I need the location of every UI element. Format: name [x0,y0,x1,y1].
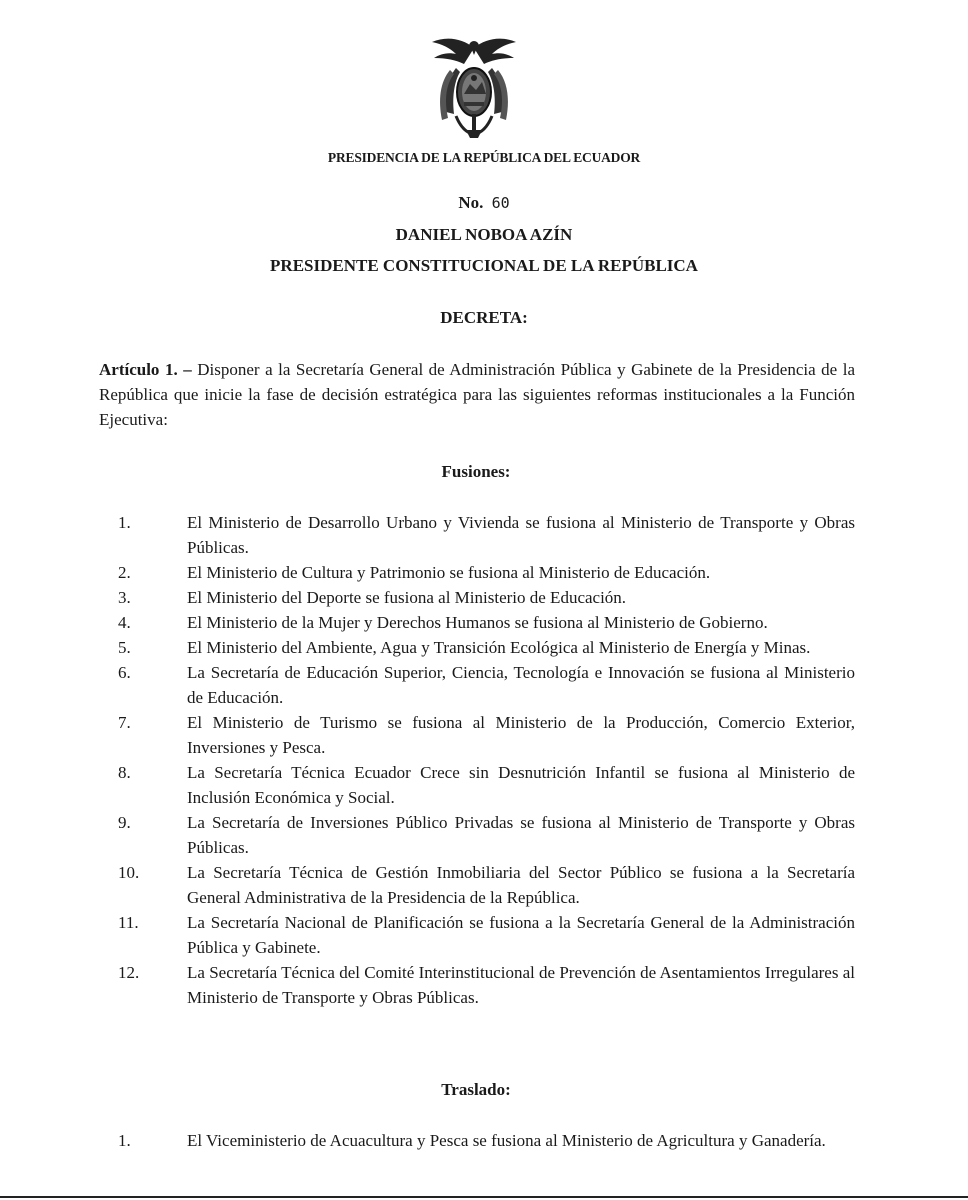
list-item-number: 11. [118,913,139,932]
list-item [0,960,968,1010]
decree-number [0,193,968,213]
list-item-text: El Ministerio de Turismo se fusiona al Ministerio de la Producción, Comercio Exterior, Inversiones y Pesca. [187,713,855,757]
ecuador-coat-of-arms-icon [426,28,522,146]
list-item-number: 8. [118,763,131,782]
list-item-number: 5. [118,638,131,657]
list-item-number: 4. [118,613,131,632]
traslado-list [0,1128,968,1153]
list-item [0,910,968,960]
list-item-text: La Secretaría Técnica Ecuador Crece sin Desnutrición Infantil se fusiona al Ministerio de Inclusión Económica y Social. [187,763,855,807]
list-item [0,560,968,585]
list-item-text: La Secretaría Técnica del Comité Interinstitucional de Prevención de Asentamientos Irregulares al Ministerio de Transporte y Obras Públicas. [187,963,855,1007]
list-item-text: El Ministerio de la Mujer y Derechos Humanos se fusiona al Ministerio de Gobierno. [187,613,768,632]
list-item [0,1128,968,1153]
list-item [0,635,968,660]
traslado-heading: Traslado: [441,1080,511,1099]
list-item-text: La Secretaría Técnica de Gestión Inmobiliaria del Sector Público se fusiona a la Secretaría General Administrativa de la Presidencia de la República. [187,863,855,907]
list-item-text: El Ministerio de Cultura y Patrimonio se fusiona al Ministerio de Educación. [187,563,711,582]
list-item [0,610,968,635]
list-item [0,710,968,760]
list-item-number: 3. [118,588,131,607]
institution-header: PRESIDENCIA DE LA REPÚBLICA DEL ECUADOR [327,150,641,165]
list-item [0,860,968,910]
article-1-text: Disponer a la Secretaría General de Administración Pública y Gabinete de la Presidencia de la República que inicie la fase de decisión estratégica para las siguientes reformas institucionales a la Función Ejecutiva: [99,360,856,429]
list-item-number: 10. [118,863,140,882]
list-item-number: 7. [118,713,131,732]
list-item-number: 9. [118,813,131,832]
decree-number-value: 60 [491,194,510,212]
decree-number-label: No. [458,193,484,212]
decree-keyword: DECRETA: [440,308,528,327]
fusiones-list [0,510,968,1010]
list-item-number: 1. [118,513,131,532]
article-1-label: Artículo 1. – [99,360,192,379]
list-item [0,660,968,710]
list-item-number: 12. [118,963,140,982]
article-1 [99,357,855,432]
list-item [0,585,968,610]
president-title: PRESIDENTE CONSTITUCIONAL DE LA REPÚBLICA [270,256,698,275]
list-item-text: El Ministerio del Deporte se fusiona al Ministerio de Educación. [187,588,627,607]
list-item [0,510,968,560]
list-item-text: La Secretaría de Educación Superior, Ciencia, Tecnología e Innovación se fusiona al Ministerio de Educación. [187,663,855,707]
president-name: DANIEL NOBOA AZÍN [395,225,573,244]
fusiones-heading: Fusiones: [441,462,511,481]
list-item [0,810,968,860]
list-item-text: La Secretaría Nacional de Planificación se fusiona a la Secretaría General de la Administración Pública y Gabinete. [187,913,855,957]
list-item-number: 6. [118,663,131,682]
list-item-text: El Ministerio del Ambiente, Agua y Transición Ecológica al Ministerio de Energía y Minas. [187,638,811,657]
list-item-text: El Viceministerio de Acuacultura y Pesca se fusiona al Ministerio de Agricultura y Ganadería. [187,1131,826,1150]
list-item-text: El Ministerio de Desarrollo Urbano y Vivienda se fusiona al Ministerio de Transporte y Obras Públicas. [187,513,855,557]
list-item-text: La Secretaría de Inversiones Público Privadas se fusiona al Ministerio de Transporte y Obras Públicas. [187,813,855,857]
list-item-number: 2. [118,563,131,582]
page-bottom-edge [0,1196,968,1198]
list-item [0,760,968,810]
list-item-number: 1. [118,1131,131,1150]
